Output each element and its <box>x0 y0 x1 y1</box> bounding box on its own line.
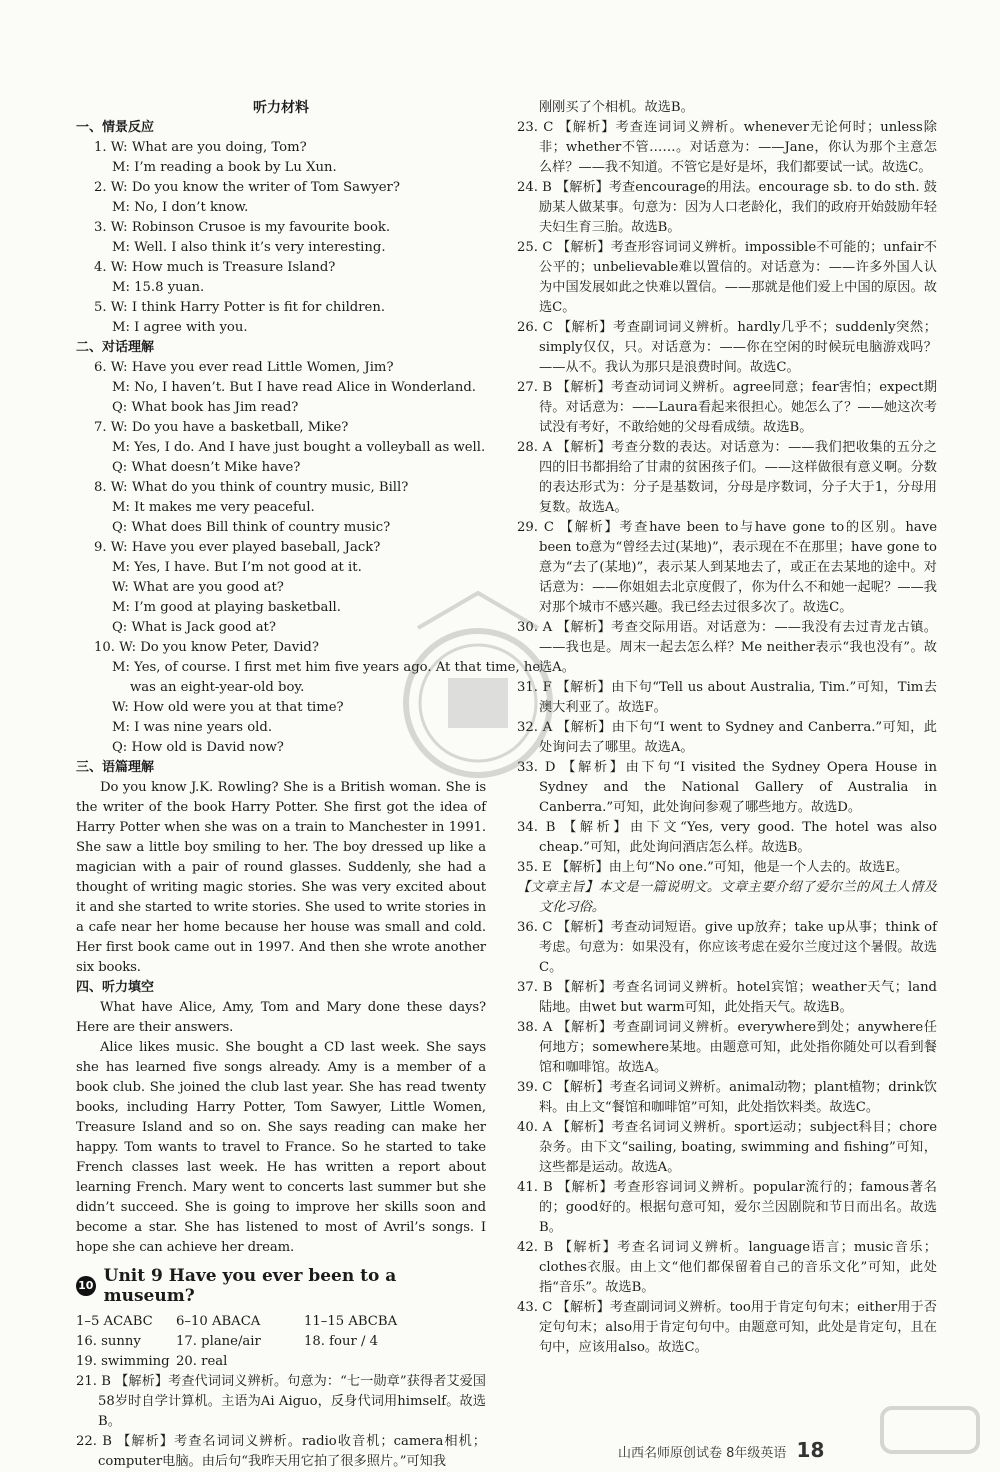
page-number: 18 <box>796 1438 825 1462</box>
section-heading-1: 一、情景反应 <box>76 120 155 135</box>
answer-row <box>76 1312 486 1332</box>
unit-heading <box>76 1266 486 1306</box>
dialog-line: 9. W: Have you ever played baseball, Jack? <box>94 540 381 555</box>
answer-cell: 20. real <box>176 1354 228 1369</box>
answer-explanation: 21. B 【解析】考查代词词义辨析。句意为：“七一勋章”获得者艾爱国58岁时自学计算机。主语为Ai Aiguo，反身代词用himself。故选B。 <box>76 1374 486 1429</box>
unit-title: Unit 9 Have you ever been to a museum? <box>103 1266 397 1306</box>
right-column <box>517 98 937 1358</box>
answer-cell: 18. four / 4 <box>304 1334 378 1349</box>
answer-explanation: 23. C 【解析】考查连词词义辨析。whenever无论何时；unless除非；whether不管……。对话意为：——Jane，你认为那个主意怎么样？——我不知道。不管它是好是坏，我们都要试一试。故选C。 <box>517 120 937 175</box>
answer-explanation: 22. B 【解析】考查名词词义辨析。radio收音机；camera相机；computer电脑。由后句“我昨天用它拍了很多照片。”可知我 <box>76 1434 486 1469</box>
dialog-line: Q: What is Jack good at? <box>112 620 276 635</box>
dialog-line: M: Yes, I have. But I’m not good at it. <box>112 560 362 575</box>
dialog-line: 5. W: I think Harry Potter is fit for children. <box>94 300 386 315</box>
dialog-line: M: It makes me very peaceful. <box>112 500 315 515</box>
page-footer <box>618 1440 824 1464</box>
dialog-line: Q: What does Bill think of country music? <box>112 520 391 535</box>
answer-explanation: 39. C 【解析】考查名词词义辨析。animal动物；plant植物；drink饮料。由上文“餐馆和咖啡馆”可知，此处指饮料类。故选C。 <box>517 1080 937 1115</box>
dialog-line: M: I’m good at playing basketball. <box>112 600 341 615</box>
answer-explanation: 29. C 【解析】考查have been to与have gone to的区别。have been to意为“曾经去过(某地)”，表示现在不在那里；have gone to意为“去了(某地)”，表示某人到某地去了，或正在去某地的途中。对话意为：——你姐姐去北京度假了，你为什么不和她一起呢？——我对那个城市不感兴趣。我已经去过很多次了。故选C。 <box>517 520 937 615</box>
answer-cell: 19. swimming <box>76 1354 170 1369</box>
answer-explanation: 38. A 【解析】考查副词词义辨析。everywhere到处；anywhere任何地方；somewhere某地。由题意可知，此处指你随处可以看到餐馆和咖啡馆。故选A。 <box>517 1020 937 1075</box>
answer-explanation: 42. B 【解析】考查名词词义辨析。language语言；music音乐；clothes衣服。由上文“他们都保留着自己的音乐文化”可知，此处指“音乐”。故选B。 <box>517 1240 937 1295</box>
dialog-line: 6. W: Have you ever read Little Women, Jim? <box>94 360 394 375</box>
answer-explanation: 24. B 【解析】考查encourage的用法。encourage sb. to do sth. 鼓励某人做某事。句意为：因为人口老龄化，我们的政府开始鼓励年轻夫妇生育三胎。故选B。 <box>517 180 937 235</box>
dialog-line: 2. W: Do you know the writer of Tom Sawyer? <box>94 180 400 195</box>
answer-explanation: 25. C 【解析】考查形容词词义辨析。impossible不可能的；unfair不公平的；unbelievable难以置信的。对话意为：——许多外国人认为中国发展如此之快难以置信。——那就是他们爱上中国的原因。故选C。 <box>517 240 937 315</box>
unit-number-badge: 10 <box>76 1276 96 1296</box>
dialog-line: was an eight-year-old boy. <box>130 680 305 695</box>
dialog-line: M: I’m reading a book by Lu Xun. <box>112 160 337 175</box>
article-summary: 【文章主旨】本文是一篇说明文。文章主要介绍了爱尔兰的风土人情及文化习俗。 <box>517 880 937 915</box>
passage-paragraph: What have Alice, Amy, Tom and Mary done these days? Here are their answers. <box>76 1000 486 1035</box>
dialog-line: Q: How old is David now? <box>112 740 284 755</box>
answer-explanation: 27. B 【解析】考查动词词义辨析。agree同意；fear害怕；expect期待。对话意为：——Laura看起来很担心。她怎么了？——她这次考试没有考好，不敢给她的父母看成绩。故选B。 <box>517 380 937 435</box>
dialog-line: Q: What book has Jim read? <box>112 400 299 415</box>
dialog-line: 10. W: Do you know Peter, David? <box>94 640 319 655</box>
dialog-line: M: Well. I also think it’s very interesting. <box>112 240 386 255</box>
answer-row <box>76 1332 486 1352</box>
watermark-icon <box>880 1400 980 1460</box>
page-title: 听力材料 <box>253 100 309 116</box>
passage-paragraph: Do you know J.K. Rowling? She is a British woman. She is the writer of the book Harry Potter. She first got the idea of Harry Potter when she was on a train to Manchester in 1991. She saw a little boy smiling to her. The boy dressed up like a magician with a pair of round glasses. Suddenly, she had a thought of writing magic stories. She was very excited about it and she started to write stories. She used to write stories in a cafe near her home because her house was small and cold. Her first book came out in 1997. And then she wrote another six books. <box>76 780 486 975</box>
dialog-line: M: Yes, of course. I first met him five years ago. At that time, he <box>112 660 541 675</box>
section-heading-3: 三、语篇理解 <box>76 760 155 775</box>
answer-explanation: 33. D 【解析】由下句“I visited the Sydney Opera House in Sydney and the National Gallery of Australia in Canberra.”可知，此处询问参观了哪些地方。故选D。 <box>517 760 937 815</box>
answer-cell: 11–15 ABCBA <box>304 1314 398 1329</box>
answer-cell: 6–10 ABACA <box>176 1314 261 1329</box>
answer-explanation: 32. A 【解析】由下句“I went to Sydney and Canberra.”可知，此处询问去了哪里。故选A。 <box>517 720 937 755</box>
answer-explanation: 37. B 【解析】考查名词词义辨析。hotel宾馆；weather天气；land陆地。由wet but warm可知，此处指天气。故选B。 <box>517 980 937 1015</box>
section-heading-4: 四、听力填空 <box>76 980 155 995</box>
answer-explanation: 41. B 【解析】考查形容词词义辨析。popular流行的；famous著名的；good好的。根据句意可知，爱尔兰因剧院和节日而出名。故选B。 <box>517 1180 937 1235</box>
dialog-line: M: 15.8 yuan. <box>112 280 205 295</box>
answer-explanation: 26. C 【解析】考查副词词义辨析。hardly几乎不；suddenly突然；simply仅仅，只。对话意为：——你在空闲的时候玩电脑游戏吗？——从不。我认为那只是浪费时间。故选C。 <box>517 320 937 375</box>
answer-row <box>76 1352 486 1372</box>
dialog-line: W: How old were you at that time? <box>112 700 344 715</box>
passage-paragraph: Alice likes music. She bought a CD last week. She says she has learned five songs already. Amy is a member of a book club. She joined the club last year. She has read twenty books, including Harry Potter, Tom Sawyer, Little Women, Treasure Island and so on. She says reading can make her happy. Tom wants to travel to France. So he started to take French classes last week. He has written a report about learning French. Mary went to concerts last summer but she didn’t succeed. She is going to improve her skills soon and become a star. She has listened to most of Avril’s songs. I hope she can achieve her dream. <box>76 1040 486 1255</box>
dialog-line: 8. W: What do you think of country music, Bill? <box>94 480 409 495</box>
dialog-line: 4. W: How much is Treasure Island? <box>94 260 336 275</box>
answer-cell: 17. plane/air <box>176 1334 261 1349</box>
section-1-lines <box>76 138 486 338</box>
dialog-line: 1. W: What are you doing, Tom? <box>94 140 307 155</box>
dialog-line: 3. W: Robinson Crusoe is my favourite book. <box>94 220 391 235</box>
dialog-line: 7. W: Do you have a basketball, Mike? <box>94 420 349 435</box>
dialog-line: M: I agree with you. <box>112 320 248 335</box>
dialog-line: M: No, I don’t know. <box>112 200 249 215</box>
dialog-line: W: What are you good at? <box>112 580 284 595</box>
answer-explanation: 43. C 【解析】考查副词词义辨析。too用于肯定句句末；either用于否定句句末；also用于肯定句句中。由题意可知，此处是肯定句，且在句中，应该用also。故选C。 <box>517 1300 937 1355</box>
answer-explanation: 36. C 【解析】考查动词短语。give up放弃；take up从事；think of考虑。句意为：如果没有，你应该考虑在爱尔兰度过这个暑假。故选C。 <box>517 920 937 975</box>
footer-text: 山西名师原创试卷 8年级英语 <box>618 1446 787 1461</box>
answer-explanation: 刚刚买了个相机。故选B。 <box>539 100 694 115</box>
dialog-line: M: Yes, I do. And I have just bought a volleyball as well. <box>112 440 486 455</box>
publisher-seal-icon <box>398 588 558 798</box>
dialog-line: M: I was nine years old. <box>112 720 273 735</box>
section-heading-2: 二、对话理解 <box>76 340 155 355</box>
answer-cell: 1–5 ACABC <box>76 1314 153 1329</box>
answer-explanation: 28. A 【解析】考查分数的表达。对话意为：——我们把收集的五分之四的旧书都捐给了甘肃的贫困孩子们。——这样做很有意义啊。分数的表达形式为：分子是基数词，分母是序数词，分子大于1，分母用复数。故选A。 <box>517 440 937 515</box>
answer-explanation: 30. A 【解析】考查交际用语。对话意为：——我没有去过青龙古镇。——我也是。周末一起去怎么样？Me neither表示“我也没有”。故选A。 <box>517 620 937 675</box>
answer-explanation: 31. F 【解析】由下句“Tell us about Australia, Tim.”可知，Tim去澳大利亚了。故选F。 <box>517 680 937 715</box>
dialog-line: M: No, I haven’t. But I have read Alice in Wonderland. <box>112 380 476 395</box>
answer-explanation: 35. E 【解析】由上句“No one.”可知，他是一个人去的。故选E。 <box>517 860 909 875</box>
answer-explanation: 40. A 【解析】考查名词词义辨析。sport运动；subject科目；chore杂务。由下文“sailing, boating, swimming and fishing”可知，这些都是运动。故选A。 <box>517 1120 937 1175</box>
dialog-line: Q: What doesn’t Mike have? <box>112 460 301 475</box>
answer-cell: 16. sunny <box>76 1334 141 1349</box>
answer-explanation: 34. B 【解析】由下文“Yes, very good. The hotel was also cheap.”可知，此处询问酒店怎么样。故选B。 <box>517 820 937 855</box>
